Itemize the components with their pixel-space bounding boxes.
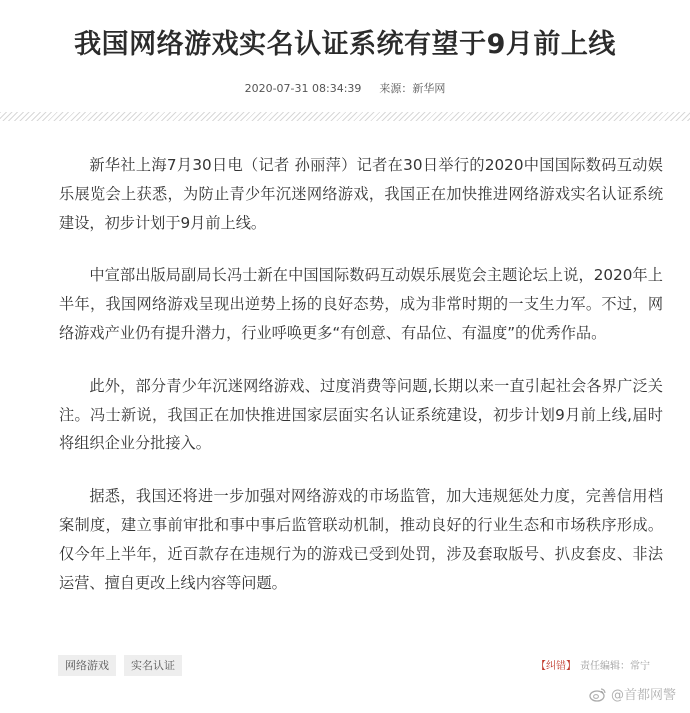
paragraph: 新华社上海7月30日电（记者 孙丽萍）记者在30日举行的2020中国国际数码互动娱乐展览会上获悉，为防止青少年沉迷网络游戏，我国正在加快推进网络游戏实名认证系统建设，初步计划于9月前上线。 [59,156,663,232]
editor-info [536,657,650,672]
tag-real-name-auth[interactable]: 实名认证 [124,655,182,676]
paragraph: 中宣部出版局副局长冯士新在中国国际数码互动娱乐展览会主题论坛上说，2020年上半年，我国网络游戏呈现出逆势上扬的良好态势，成为非常时期的一支生力军。不过，网络游戏产业仍有提升潜力，行业呼唤更多“有创意、有品位、有温度”的优秀作品。 [59,266,663,342]
article-body [59,151,663,621]
paragraph: 此外，部分青少年沉迷网络游戏、过度消费等问题,长期以来一直引起社会各界广泛关注。冯士新说，我国正在加快推进国家层面实名认证系统建设，初步计划9月前上线,届时将组织企业分批接入。 [59,376,663,453]
source-link[interactable]: 新华网 [412,82,446,95]
editor-label: 责任编辑： [580,661,630,672]
weibo-icon [589,687,607,706]
report-error-link[interactable]: 【纠错】 [536,661,576,672]
watermark [589,684,676,706]
publish-date: 2020-07-31 08:34:39 [244,82,362,95]
source-label: 来源： [379,82,413,95]
article-meta [0,80,690,96]
tag-online-games[interactable]: 网络游戏 [58,655,116,676]
tag-list [58,654,190,676]
article-title: 我国网络游戏实名认证系统有望于9月前上线 [74,29,616,60]
title-divider [0,112,690,121]
paragraph: 据悉，我国还将进一步加强对网络游戏的市场监管，加大违规惩处力度，完善信用档案制度，建立事前审批和事中事后监管联动机制，推动良好的行业生态和市场秩序形成。仅今年上半年，近百款存在违规行为的游戏已受到处罚，涉及套取版号、扒皮套皮、非法运营、擅自更改上线内容等问题。 [59,487,663,592]
watermark-text: @首都网警 [610,688,676,703]
editor-name: 常宁 [630,661,650,672]
